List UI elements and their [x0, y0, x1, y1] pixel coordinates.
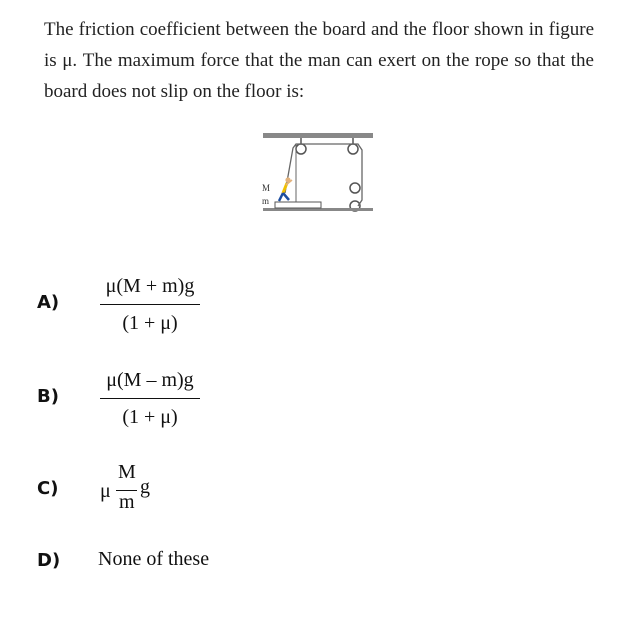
mass-board-label: m: [262, 196, 270, 206]
option-c-numerator: M: [118, 461, 136, 483]
option-d-text[interactable]: None of these: [98, 548, 210, 570]
option-a-formula[interactable]: [100, 274, 200, 335]
option-b-denominator: (1 + μ): [122, 406, 178, 428]
option-a-label[interactable]: A): [37, 292, 60, 313]
fraction-bar: [100, 398, 200, 399]
pulley-right: [348, 144, 358, 154]
option-c-suffix: g: [140, 476, 150, 498]
question-text: The friction coefficient between the board and the floor shown in figure is μ. The maximum force that the man can exert on the rope so that the board does not slip on the floor is:: [44, 19, 594, 102]
pulley-board-figure: [255, 128, 380, 218]
option-b-numerator: μ(M – m)g: [106, 369, 194, 391]
option-c-prefix: μ: [100, 480, 111, 502]
option-a-denominator: (1 + μ): [122, 312, 178, 334]
board: [275, 202, 321, 208]
option-b-label[interactable]: B): [37, 386, 59, 407]
option-c-formula[interactable]: [100, 460, 160, 520]
man-figure: [279, 177, 292, 201]
fraction-bar: [100, 304, 200, 305]
option-b-formula[interactable]: [100, 368, 200, 429]
option-c-label[interactable]: C): [37, 478, 59, 499]
pulley-left: [296, 144, 306, 154]
mass-man-label: M: [262, 183, 271, 193]
option-c-denominator: m: [119, 491, 135, 513]
option-d-label[interactable]: D): [37, 550, 61, 571]
ceiling: [263, 133, 373, 138]
option-a-numerator: μ(M + m)g: [105, 275, 195, 297]
